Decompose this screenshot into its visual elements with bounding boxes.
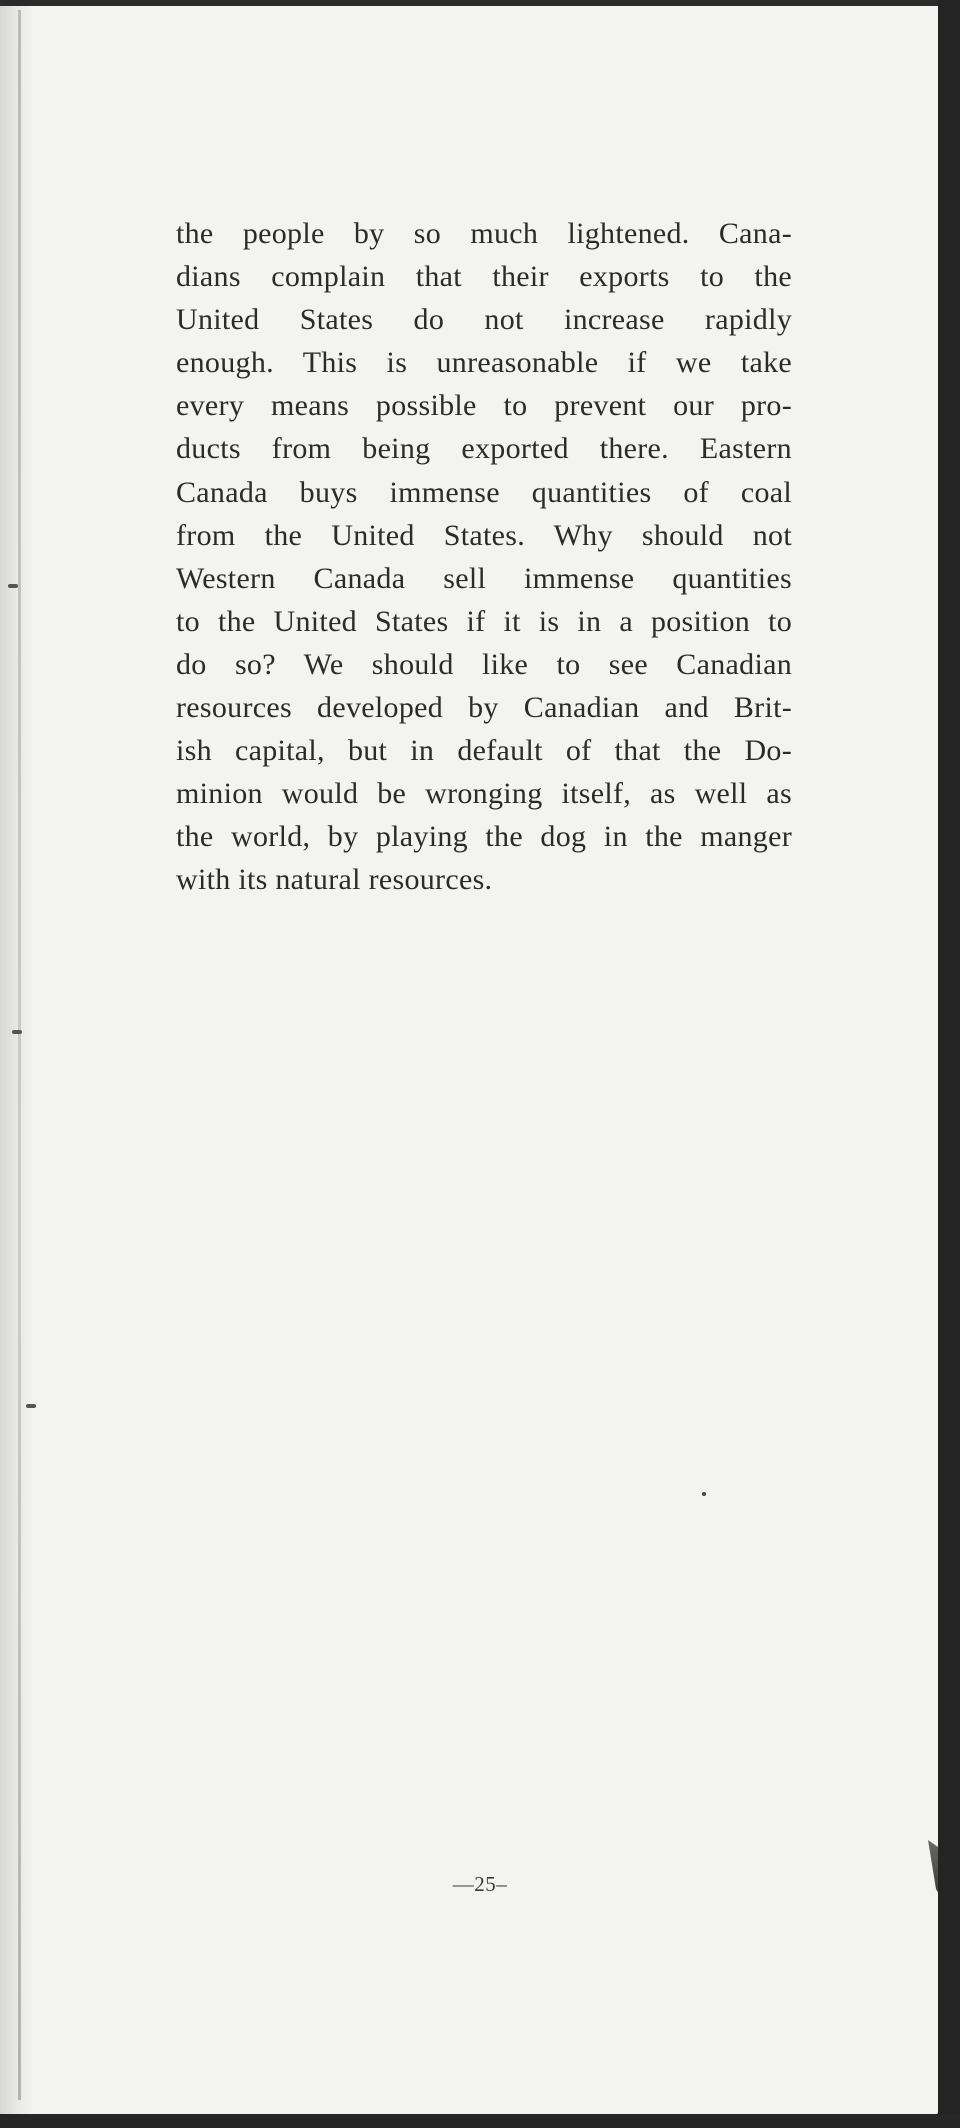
gutter-shadow — [0, 0, 34, 2114]
text-line: enough. This is unreasonable if we take — [176, 346, 792, 380]
margin-mark — [26, 1404, 36, 1408]
text-line: the world, by playing the dog in the manger — [176, 820, 792, 854]
paper-speck — [702, 1492, 706, 1496]
text-line: to the United States if it is in a position to — [176, 604, 792, 638]
margin-mark — [8, 584, 18, 588]
margin-mark — [12, 1030, 22, 1034]
page-number: —25– — [452, 1872, 508, 1896]
text-line: Western Canada sell immense quantities — [176, 561, 792, 595]
text-line: ish capital, but in default of that the Do- — [176, 734, 792, 768]
text-line: resources developed by Canadian and Brit- — [176, 691, 792, 725]
text-line: from the United States. Why should not — [176, 518, 792, 552]
text-line: minion would be wronging itself, as well as — [176, 777, 792, 811]
text-line: United States do not increase rapidly — [176, 303, 792, 337]
text-line: dians complain that their exports to the — [176, 260, 792, 294]
text-line: the people by so much lightened. Cana- — [176, 217, 792, 250]
text-line: do so? We should like to see Canadian — [176, 647, 792, 681]
binding-edge — [18, 10, 21, 2100]
text-line: Canada buys immense quantities of coal — [176, 475, 792, 509]
scan-border-bottom — [0, 2114, 960, 2128]
text-line: ducts from being exported there. Eastern — [176, 432, 792, 466]
scan-border-top — [0, 0, 960, 6]
text-line: every means possible to prevent our pro- — [176, 389, 792, 423]
scan-border-right — [938, 0, 960, 2128]
text-line: with its natural resources. — [176, 863, 493, 897]
body-paragraph — [176, 212, 792, 902]
